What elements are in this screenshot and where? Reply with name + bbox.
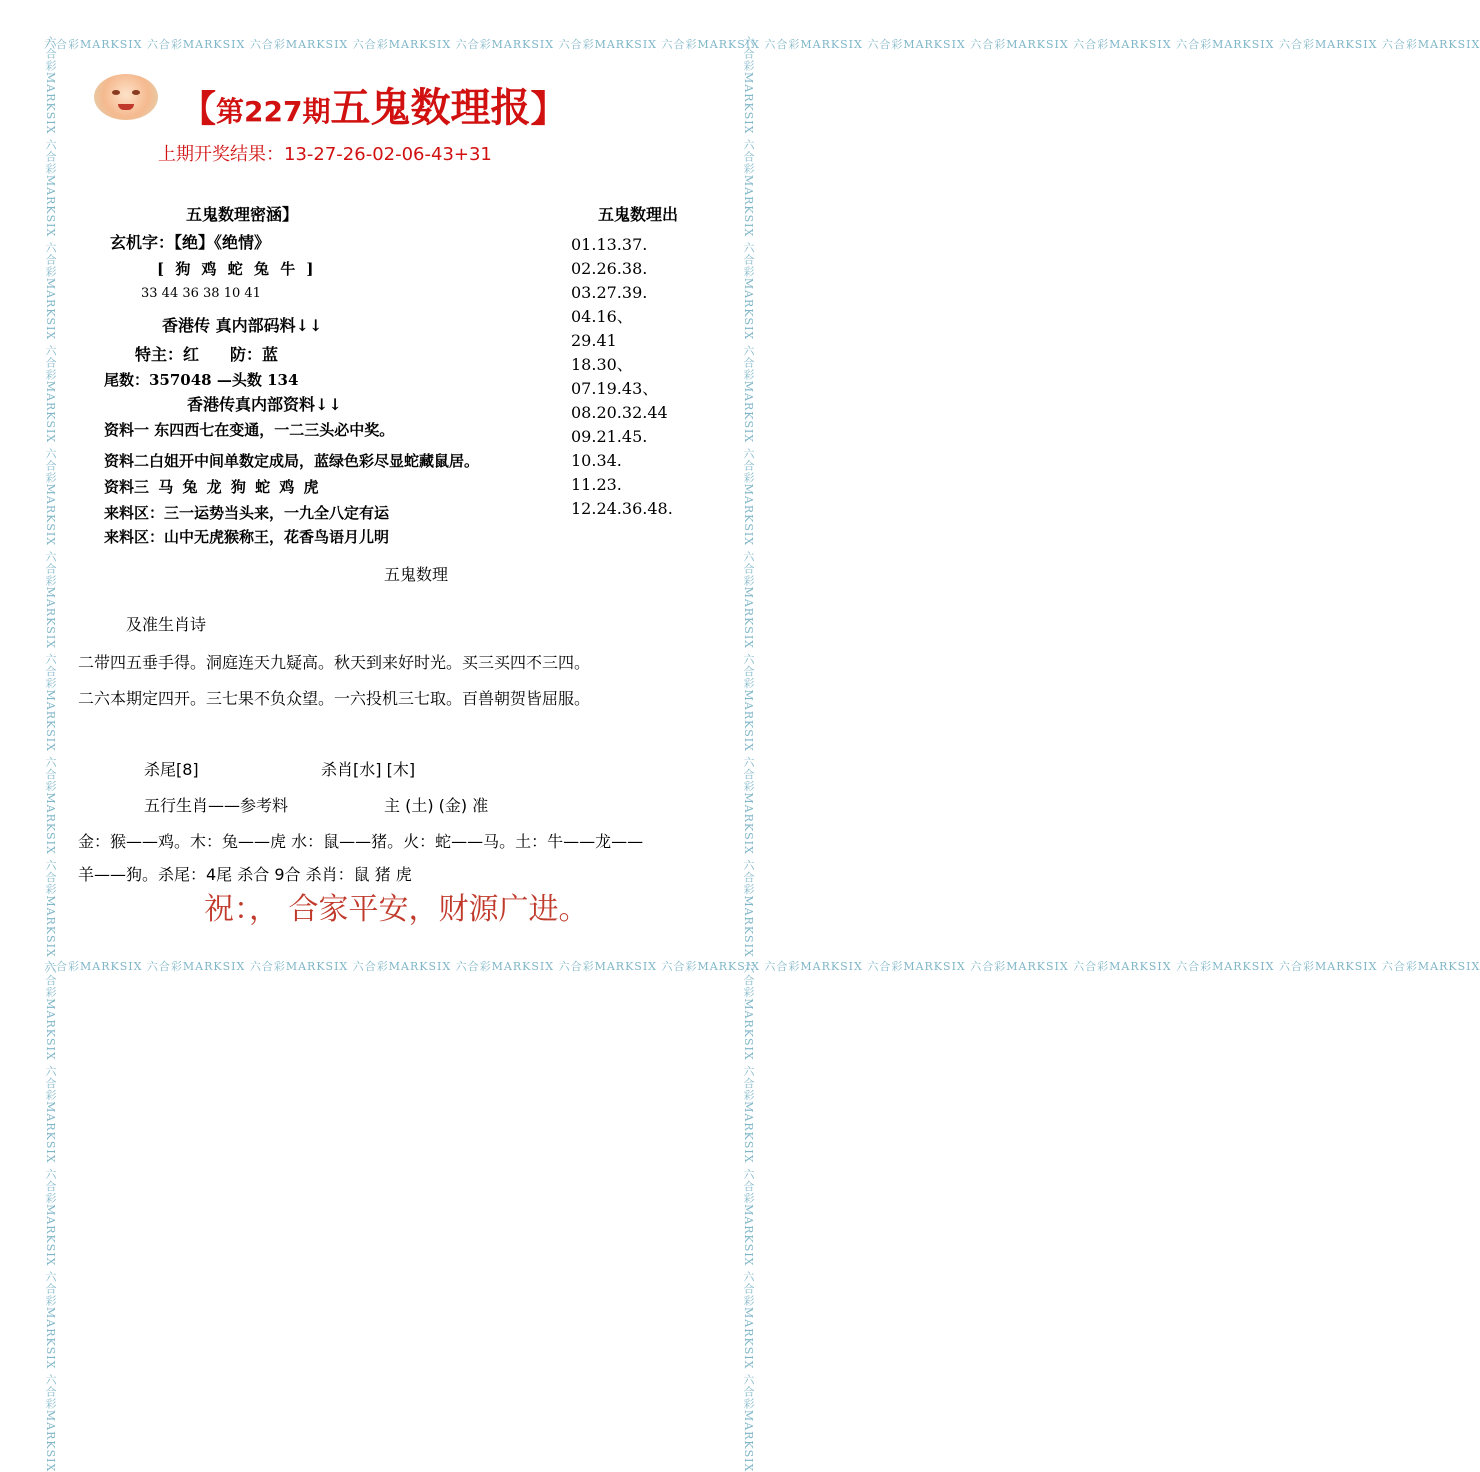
poem-line-2: 二六本期定四开。三七果不负众望。一六投机三七取。百兽朝贺皆屈服。 <box>78 689 591 708</box>
list-item: 03.27.39. <box>571 283 648 302</box>
guard-color: 防：蓝 <box>230 345 279 364</box>
list-item: 29.41 <box>571 331 617 350</box>
numbers-title: 五鬼数理出 <box>598 205 679 224</box>
elements-line-2: 羊——狗。杀尾：4尾 杀合 9合 杀肖：鼠 猪 虎 <box>78 865 412 884</box>
recommended-numbers: 33 44 36 38 10 41 <box>141 286 261 301</box>
list-item: 12.24.36.48. <box>571 499 673 518</box>
list-item: 18.30、 <box>571 355 633 374</box>
list-item: 02.26.38. <box>571 259 648 278</box>
list-item: 08.20.32.44 <box>571 403 668 422</box>
list-item: 04.16、 <box>571 307 633 326</box>
list-item: 10.34. <box>571 451 622 470</box>
page-title <box>180 76 566 133</box>
border-watermark-left: 六合彩MARKSIX 六合彩MARKSIX 六合彩MARKSIX 六合彩MARKSIX 六合彩MARKSIX 六合彩MARKSIX 六合彩MARKSIX 六合彩MARKSIX 六合彩MARKSIX 六合彩MARKSIX 六合彩MARKSIX 六合彩MARKSIX 六合彩MARKSIX 六合彩MARKSIX <box>44 36 57 1472</box>
last-draw-result: 上期开奖结果：13-27-26-02-06-43+31 <box>158 144 492 165</box>
source-2: 来料区：山中无虎猴称王，花香鸟语月儿明 <box>104 528 390 546</box>
info-2: 资料二白姐开中间单数定成局，蓝绿色彩尽显蛇藏鼠居。 <box>104 452 480 470</box>
list-item: 07.19.43、 <box>571 379 659 398</box>
publication-name: 五鬼数理报 <box>330 84 531 131</box>
poem-title: 及准生肖诗 <box>126 615 207 634</box>
elements-line-1: 金：猴——鸡。木：兔——虎 水：鼠——猪。火：蛇——马。土：牛——龙—— <box>78 832 644 851</box>
hk-heading-1: 香港传 真内部码料↓↓ <box>162 316 323 335</box>
special-main: 特主：红 <box>135 345 200 364</box>
blessing: 祝：， 合家平安，财源广进。 <box>204 892 589 927</box>
kill-tail: 杀尾[8] <box>144 760 199 779</box>
five-elements-title: 五行生肖——参考料 <box>144 796 289 815</box>
title-bracket-open: 【 <box>180 88 217 130</box>
number-list <box>571 233 673 521</box>
border-watermark-right: 六合彩MARKSIX 六合彩MARKSIX 六合彩MARKSIX 六合彩MARKSIX 六合彩MARKSIX 六合彩MARKSIX 六合彩MARKSIX 六合彩MARKSIX 六合彩MARKSIX 六合彩MARKSIX 六合彩MARKSIX 六合彩MARKSIX 六合彩MARKSIX 六合彩MARKSIX <box>742 36 755 1472</box>
info-1: 资料一 东四西七在变通，一二三头必中奖。 <box>104 421 395 439</box>
main-element: 主 (土) (金) 准 <box>384 796 489 815</box>
info-3: 资料三 马 兔 龙 狗 蛇 鸡 虎 <box>104 478 319 496</box>
title-bracket-close: 】 <box>530 88 567 130</box>
center-title: 五鬼数理 <box>384 565 449 584</box>
zodiac-set: [ 狗 鸡 蛇 兔 牛 ] <box>157 260 314 278</box>
section-title: 五鬼数理密涵】 <box>186 205 299 224</box>
mystery-word: 玄机字：【绝】《绝情》 <box>110 233 271 252</box>
mascot-face-logo <box>94 74 158 120</box>
hk-heading-2: 香港传真内部资料↓↓ <box>187 395 342 414</box>
source-1: 来料区：三一运势当头来，一九全八定有运 <box>104 504 390 522</box>
issue-number: 第227期 <box>216 95 331 128</box>
list-item: 09.21.45. <box>571 427 648 446</box>
tail-numbers: 尾数：357048 —头数 134 <box>104 371 299 389</box>
poem-line-1: 二带四五垂手得。洞庭连天九疑高。秋天到来好时光。买三买四不三四。 <box>78 653 591 672</box>
border-watermark-bottom: 六合彩MARKSIX 六合彩MARKSIX 六合彩MARKSIX 六合彩MARKSIX 六合彩MARKSIX 六合彩MARKSIX 六合彩MARKSIX 六合彩MARKSIX 六合彩MARKSIX 六合彩MARKSIX 六合彩MARKSIX 六合彩MARKSIX 六合彩MARKSIX 六合彩MARKSIX <box>44 960 1480 973</box>
kill-zodiac: 杀肖[水] [木] <box>321 760 416 779</box>
border-watermark-top: 六合彩MARKSIX 六合彩MARKSIX 六合彩MARKSIX 六合彩MARKSIX 六合彩MARKSIX 六合彩MARKSIX 六合彩MARKSIX 六合彩MARKSIX 六合彩MARKSIX 六合彩MARKSIX 六合彩MARKSIX 六合彩MARKSIX 六合彩MARKSIX 六合彩MARKSIX <box>44 38 1480 51</box>
list-item: 11.23. <box>571 475 622 494</box>
list-item: 01.13.37. <box>571 235 648 254</box>
